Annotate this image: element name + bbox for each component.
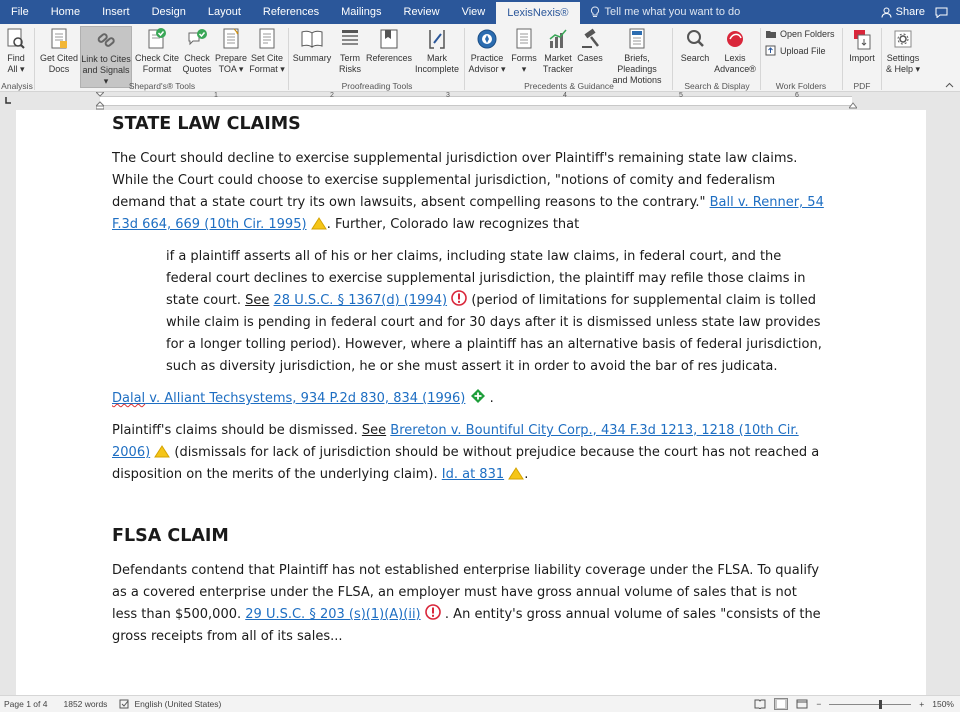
tell-me-text: Tell me what you want to do (604, 6, 741, 18)
page-count[interactable]: Page 1 of 4 (4, 699, 48, 709)
quote-text: if a plaintiff asserts all of his or her claims, including state law claims, in federal court, and the federal court declines to exercise supplemental jurisdiction, the plaintiff may refile those claims in state court. (166, 249, 806, 308)
read-mode-icon[interactable] (754, 699, 766, 709)
indent-marker-icon[interactable] (96, 92, 104, 110)
zoom-slider-thumb[interactable] (879, 700, 882, 709)
citation-link-ball-v-renner[interactable]: Ball v. Renner, 54 F.3d 664, 669 (10th Cir. 1995) (112, 195, 824, 232)
term-risks-button[interactable] (335, 26, 365, 75)
practice-label: Practice (470, 53, 504, 63)
work-folders-group-label: Work Folders (775, 81, 827, 91)
paragraph (112, 148, 824, 236)
person-icon (881, 7, 892, 18)
share-button[interactable] (881, 6, 925, 18)
tab-design[interactable]: Design (151, 6, 186, 18)
proofreading-group-label: Proofreading Tools (341, 81, 413, 91)
heading-flsa-claim: FLSA CLAIM (112, 526, 229, 546)
check-quotes-label: Check (184, 53, 210, 63)
lightbulb-icon (590, 6, 600, 18)
search-display-group-label: Search & Display (684, 81, 750, 91)
set-cite-format-button[interactable] (248, 26, 286, 75)
paragraph-text: . (524, 467, 529, 482)
pdf-group-label: PDF (853, 81, 871, 91)
ribbon (0, 24, 960, 92)
block-quote (166, 246, 824, 378)
check-cite-label-2: Format (142, 64, 172, 74)
search-icon (684, 27, 706, 51)
menu-bar (0, 0, 960, 24)
market-label-2: Tracker (542, 64, 574, 74)
tab-lexisnexis[interactable]: LexisNexis® (496, 2, 579, 24)
settings-label: Settings (886, 53, 920, 63)
search-label: Search (680, 53, 710, 63)
ribbon-divider (288, 28, 289, 90)
market-label: Market (544, 53, 572, 63)
tab-file[interactable]: File (11, 6, 29, 18)
proofing-icon[interactable] (119, 699, 130, 709)
caution-triangle-icon[interactable] (311, 217, 327, 230)
ruler-number: 3 (446, 92, 450, 99)
prepare-toa-button[interactable] (214, 26, 248, 75)
signal-see: See (245, 293, 270, 308)
shepards-group-label: Shepard's® Tools (128, 81, 196, 91)
get-cited-label: Get Cited (39, 53, 79, 63)
check-quotes-label-2: Quotes (182, 64, 212, 74)
ruler-number: 6 (795, 92, 799, 99)
citation-link-id-at-831[interactable]: Id. at 831 (441, 467, 505, 482)
get-cited-docs-button[interactable] (38, 26, 80, 75)
mark-incomplete-label-2: Incomplete (414, 64, 460, 74)
quote-text: (period of limitations for supplemental claim is tolled while claim is pending in federal court and for 30 days after it is dismissed unless state law provides for a longer tolling period). However, where a plaintiff has an alternative basis of federal jurisdiction, such as diversity jurisdiction, he or she must assert it in order to avoid the bar of res judicata. (166, 293, 822, 374)
summary-button[interactable] (291, 26, 333, 64)
citation-link-dalal[interactable] (112, 391, 465, 406)
citation-link-brereton[interactable]: Brereton v. Bountiful City Corp., 434 F.3d 1213, 1218 (10th Cir. 2006) (112, 423, 799, 460)
term-risks-label-2: Risks (339, 64, 361, 74)
ribbon-divider (881, 28, 882, 90)
lexis-advance-button[interactable] (714, 26, 756, 75)
document-page[interactable] (16, 110, 926, 695)
share-label: Share (895, 6, 925, 18)
language-indicator[interactable]: English (United States) (134, 699, 222, 709)
citation-link-29-usc-203[interactable]: 29 U.S.C. § 203 (s)(1)(A)(ii) (245, 607, 421, 622)
briefs-label: Briefs, Pleadings (617, 53, 657, 74)
tab-layout[interactable]: Layout (207, 6, 241, 18)
paragraph-text: . An entity's gross annual volume of sales "consists of the gross receipts from all of its sales... (112, 607, 821, 644)
paragraph (112, 420, 824, 486)
forms-button[interactable] (507, 26, 541, 75)
mark-incomplete-label: Mark (427, 53, 447, 63)
upload-file-button[interactable] (765, 45, 826, 56)
collapse-ribbon-icon[interactable] (945, 82, 954, 88)
upload-icon (765, 45, 777, 56)
paragraph (112, 388, 824, 410)
find-doc-icon (5, 27, 27, 51)
find-all-label: Find (7, 53, 25, 63)
bar-chart-icon (547, 27, 569, 51)
market-tracker-button[interactable] (541, 26, 575, 75)
ribbon-divider (672, 28, 673, 90)
format-doc-icon (256, 27, 278, 51)
prepare-toa-label-2: TOA ▾ (218, 64, 244, 74)
briefs-label-2: and Motions (612, 75, 662, 85)
check-doc-icon (146, 27, 168, 51)
link-cites-label: Link to Cites (81, 54, 131, 64)
zoom-level[interactable]: 150% (932, 699, 954, 709)
lexis-adv-label: Lexis (724, 53, 746, 63)
citation-text: v. Alliant Techsystems, 934 P.2d 830, 834 (1996) (145, 391, 466, 406)
citation-link-28-usc-1367[interactable]: 28 U.S.C. § 1367(d) (1994) (273, 293, 448, 308)
find-all-button[interactable] (3, 26, 29, 75)
references-button[interactable] (365, 26, 413, 64)
zoom-out-button[interactable]: − (816, 699, 822, 709)
settings-help-button[interactable] (883, 26, 923, 75)
status-bar (0, 695, 960, 712)
web-layout-icon[interactable] (796, 699, 808, 709)
ruler-number: 1 (214, 92, 218, 99)
caution-triangle-icon[interactable] (508, 467, 524, 480)
find-all-label-2: All ▾ (7, 64, 25, 74)
term-risks-label: Term (340, 53, 360, 63)
signal-see: See (361, 423, 387, 438)
link-cites-label-2: and Signals ▾ (82, 65, 130, 86)
brief-doc-icon (626, 27, 648, 51)
compass-icon (475, 27, 499, 51)
tab-mailings[interactable]: Mailings (341, 6, 382, 18)
tab-view[interactable]: View (461, 6, 486, 18)
green-positive-icon[interactable] (470, 388, 486, 404)
book-icon (300, 27, 324, 51)
ribbon-divider (760, 28, 761, 90)
prepare-toa-label: Prepare (214, 53, 248, 63)
ruler-track (100, 96, 852, 106)
practice-label-2: Advisor ▾ (468, 64, 506, 74)
briefs-pleadings-button[interactable] (605, 26, 669, 86)
quotes-icon (186, 27, 208, 51)
heading-state-law-claims: STATE LAW CLAIMS (112, 114, 301, 134)
paragraph-text: (dismissals for lack of jurisdiction should be without prejudice because the court has not reached a disposition on the merits of the underlying claim). (112, 445, 820, 482)
open-folders-button[interactable] (765, 29, 835, 39)
get-cited-label-2: Docs (48, 64, 70, 74)
check-cite-label: Check Cite (134, 53, 179, 63)
print-layout-icon[interactable] (774, 698, 788, 710)
folder-icon (765, 29, 777, 39)
gear-icon (892, 27, 914, 51)
comment-icon[interactable] (935, 7, 948, 18)
cited-docs-icon (48, 27, 70, 51)
cases-button[interactable] (575, 26, 605, 64)
link-chain-icon (95, 28, 117, 52)
red-stop-icon[interactable] (451, 290, 467, 306)
pdf-import-icon (851, 27, 873, 51)
lexis-adv-label-2: Advance® (714, 64, 756, 74)
tab-references[interactable]: References (262, 6, 320, 18)
tell-me-box[interactable] (580, 6, 741, 18)
check-quotes-button[interactable] (180, 26, 214, 75)
paragraph (112, 560, 824, 648)
analysis-group-label: Analysis (1, 81, 33, 91)
word-count[interactable]: 1852 words (63, 699, 108, 709)
paragraph-text: Defendants contend that Plaintiff has not established enterprise liability coverage under the FLSA. To qualify as a covered enterprise under the FLSA, an employer must have gross annual volume of sales that is not less than $500,000. (112, 563, 820, 622)
document-content[interactable] (112, 110, 824, 648)
misspelled-word: Dalal (112, 391, 146, 406)
set-cite-label-2: Format ▾ (249, 64, 285, 74)
check-cite-format-button[interactable] (134, 26, 180, 75)
link-to-cites-button[interactable] (80, 26, 132, 88)
ruler-number: 2 (330, 92, 334, 99)
tab-review[interactable]: Review (403, 6, 440, 18)
tab-selector-icon[interactable] (4, 96, 12, 104)
settings-label-2: & Help ▾ (885, 64, 921, 74)
ruler-number: 5 (679, 92, 683, 99)
ruler[interactable] (0, 92, 960, 110)
paragraph-text: . (485, 391, 494, 406)
form-doc-icon (513, 27, 535, 51)
precedents-group-label: Precedents & Guidance (524, 81, 614, 91)
paragraph-text: Plaintiff's claims should be dismissed. (112, 423, 362, 438)
zoom-in-button[interactable]: + (919, 699, 925, 709)
bookmark-doc-icon (378, 27, 400, 51)
paragraph-text: The Court should decline to exercise supplemental jurisdiction over Plaintiff's remaining state law claims. While the Court could choose to exercise supplemental jurisdiction, "notions of comity and federalism demand that a state court try its own lawsuits, absent compelling reasons to the contrary." (112, 151, 798, 210)
list-lines-icon (339, 27, 361, 51)
pen-bracket-icon (426, 27, 448, 51)
set-cite-label: Set Cite (250, 53, 283, 63)
ribbon-divider (464, 28, 465, 90)
zoom-slider[interactable] (829, 704, 911, 705)
toa-icon (220, 27, 242, 51)
tab-home[interactable]: Home (50, 6, 81, 18)
document-area (0, 110, 960, 695)
red-stop-icon[interactable] (425, 604, 441, 620)
right-indent-marker-icon[interactable] (849, 102, 857, 109)
import-label: Import (849, 53, 875, 63)
tab-insert[interactable]: Insert (102, 6, 130, 18)
caution-triangle-icon[interactable] (154, 445, 170, 458)
mark-incomplete-button[interactable] (413, 26, 461, 75)
upload-file-label: Upload File (780, 45, 826, 56)
search-button[interactable] (676, 26, 714, 64)
ruler-number: 4 (563, 92, 567, 99)
lexis-logo-icon (724, 27, 746, 51)
gavel-icon (579, 27, 601, 51)
import-button[interactable] (845, 26, 879, 64)
practice-advisor-button[interactable] (467, 26, 507, 75)
open-folders-label: Open Folders (780, 29, 835, 39)
summary-label: Summary (292, 53, 332, 63)
ribbon-divider (34, 28, 35, 90)
forms-label-2: ▾ (521, 64, 527, 74)
cases-label: Cases (577, 53, 603, 63)
forms-label: Forms (511, 53, 537, 63)
paragraph-text: . Further, Colorado law recognizes that (326, 217, 580, 232)
references-label: References (365, 53, 413, 63)
